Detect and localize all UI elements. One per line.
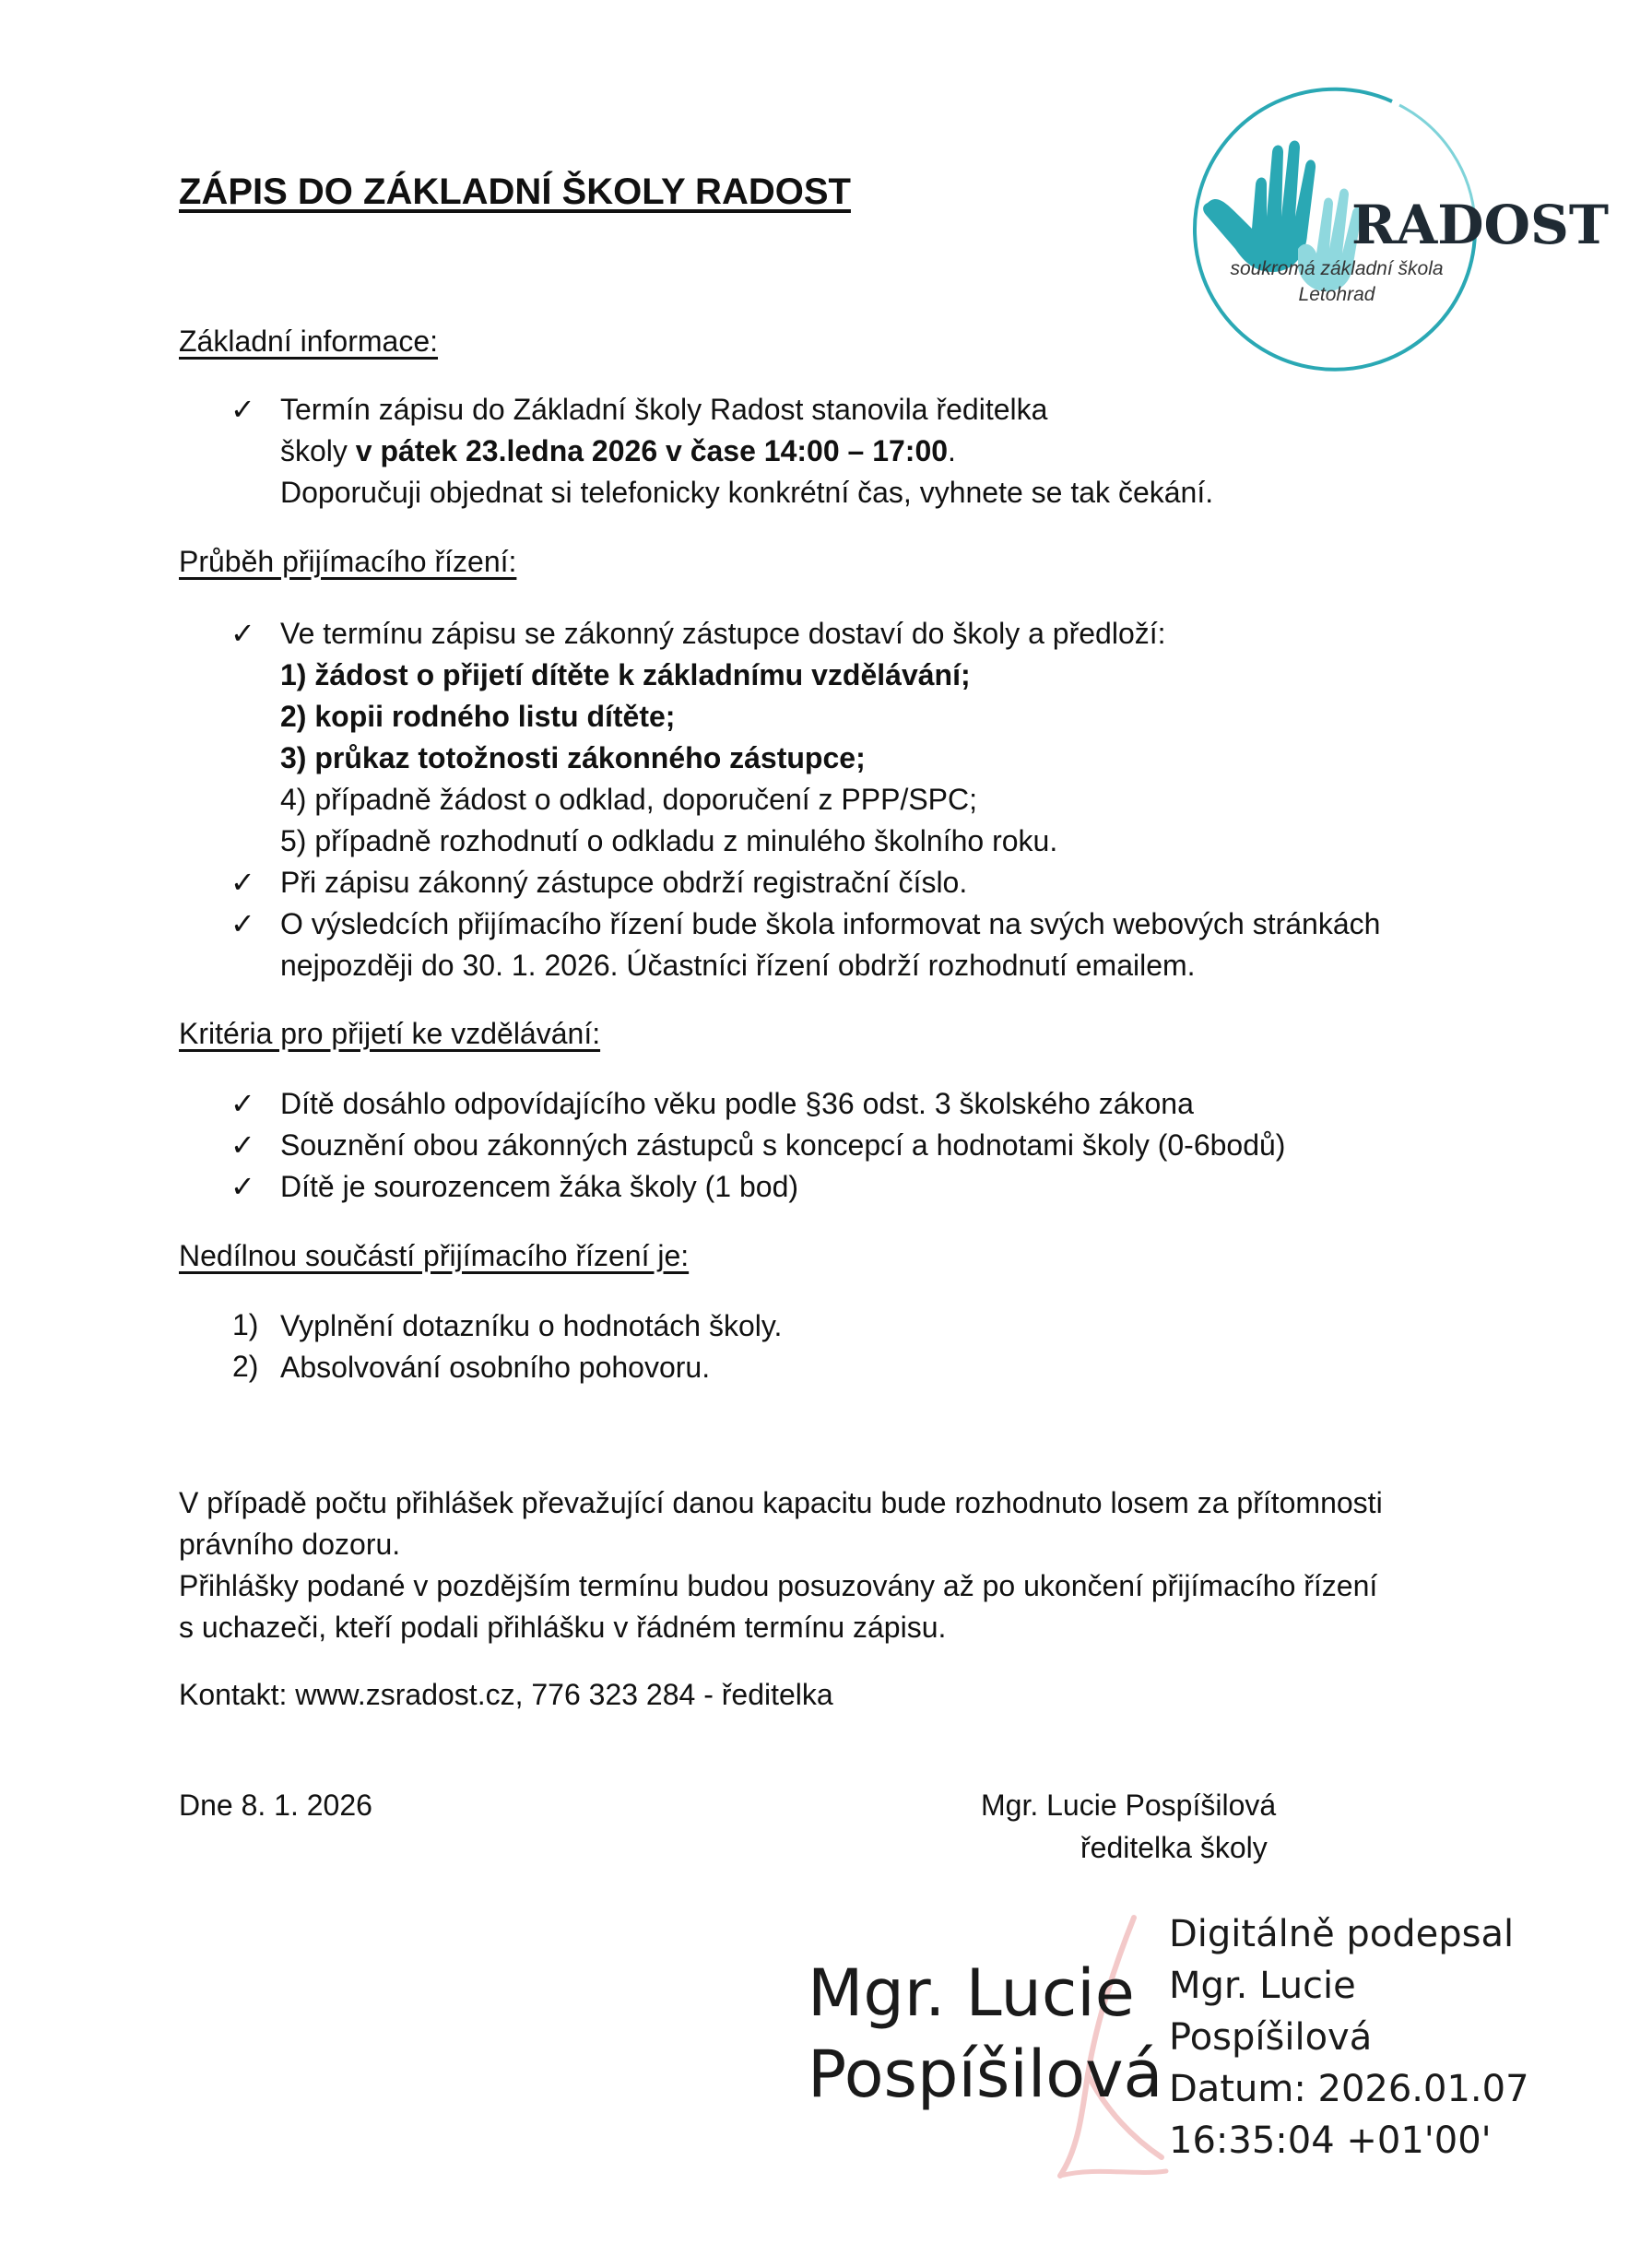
check-icon: ✓ <box>230 617 255 650</box>
signer-role: ředitelka školy <box>1080 1831 1268 1864</box>
late-applications-line2: s uchazeči, kteří podali přihlášku v řádném termínu zápisu. <box>179 1611 947 1644</box>
digital-signature-info-line4: Datum: 2026.01.07 <box>1169 2068 1529 2110</box>
results-line1: O výsledcích přijímacího řízení bude škola informovat na svých webových stránkách <box>280 907 1381 940</box>
digital-signature-info-line5: 16:35:04 +01'00' <box>1169 2119 1492 2162</box>
required-doc-2: 2) kopii rodného listu dítěte; <box>280 700 676 733</box>
basic-info-line2-post: . <box>948 434 956 467</box>
procedure-heading: Průběh přijímacího řízení: <box>179 545 517 578</box>
signer-name: Mgr. Lucie Pospíšilová <box>981 1789 1277 1822</box>
basic-info-line2-pre: školy <box>280 434 356 467</box>
late-applications-line1: Přihlášky podané v pozdějším termínu budou posuzovány až po ukončení přijímacího řízení <box>179 1569 1378 1602</box>
basic-info-line2 <box>280 431 1213 472</box>
required-doc-1: 1) žádost o přijetí dítěte k základnímu vzdělávání; <box>280 658 971 691</box>
results-line2: nejpozději do 30. 1. 2026. Účastníci řízení obdrží rozhodnutí emailem. <box>280 949 1196 982</box>
logo-graphic <box>1171 65 1610 396</box>
procedure-docs <box>280 613 1166 862</box>
basic-info-text <box>280 389 1213 514</box>
results-text <box>280 903 1380 986</box>
integral-item: Absolvování osobního pohovoru. <box>280 1351 711 1384</box>
registration-text: Při zápisu zákonný zástupce obdrží registrační číslo. <box>280 866 968 899</box>
digital-signature-info-line1: Digitálně podepsal <box>1169 1913 1515 1955</box>
criteria-heading: Kritéria pro přijetí ke vzdělávání: <box>179 1017 601 1050</box>
criteria-item: Dítě dosáhlo odpovídajícího věku podle §36 odst. 3 školského zákona <box>280 1087 1194 1120</box>
logo-name: RADOST <box>1351 194 1610 256</box>
criteria-item: Dítě je sourozencem žáka školy (1 bod) <box>280 1170 799 1203</box>
school-logo <box>1171 65 1610 396</box>
integral-item: Vyplnění dotazníku o hodnotách školy. <box>280 1309 783 1342</box>
capacity-note <box>179 1482 1383 1648</box>
basic-info-line3: Doporučuji objednat si telefonicky konkrétní čas, vyhnete se tak čekání. <box>280 476 1214 509</box>
contact-line: Kontakt: www.zsradost.cz, 776 323 284 - ředitelka <box>179 1678 833 1711</box>
check-icon: ✓ <box>230 907 255 940</box>
check-icon: ✓ <box>230 1170 255 1203</box>
list-number: 2) <box>232 1350 259 1383</box>
optional-doc-5: 5) případně rozhodnutí o odkladu z minulého školního roku. <box>280 824 1058 857</box>
optional-doc-4: 4) případně žádost o odklad, doporučení z PPP/SPC; <box>280 783 978 816</box>
digital-signature-info <box>1169 1908 1529 2167</box>
check-icon: ✓ <box>230 1128 255 1162</box>
digital-signature-name-line2: Pospíšilová <box>808 2037 1163 2112</box>
document-date: Dne 8. 1. 2026 <box>179 1789 372 1822</box>
basic-info-line1: Termín zápisu do Základní školy Radost stanovila ředitelka <box>280 393 1048 426</box>
check-icon: ✓ <box>230 866 255 899</box>
digital-signature-name-line1: Mgr. Lucie <box>808 1955 1135 2031</box>
document-title: ZÁPIS DO ZÁKLADNÍ ŠKOLY RADOST <box>179 171 851 212</box>
list-number: 1) <box>232 1308 259 1341</box>
basic-info-heading: Základní informace: <box>179 325 439 358</box>
digital-signature-name <box>808 1953 1162 2115</box>
procedure-intro: Ve termínu zápisu se zákonný zástupce dostaví do školy a předloží: <box>280 617 1166 650</box>
required-doc-3: 3) průkaz totožnosti zákonného zástupce; <box>280 741 866 774</box>
check-icon: ✓ <box>230 1087 255 1120</box>
capacity-note-line1: V případě počtu přihlášek převažující danou kapacitu bude rozhodnuto losem za přítomnosti <box>179 1486 1383 1519</box>
integral-heading: Nedílnou součástí přijímacího řízení je: <box>179 1239 690 1272</box>
logo-subtitle: soukromá základní škola <box>1230 258 1444 279</box>
enrollment-date: v pátek 23.ledna 2026 v čase 14:00 – 17:00 <box>355 434 949 467</box>
logo-city: Letohrad <box>1298 284 1375 305</box>
criteria-item: Souznění obou zákonných zástupců s koncepcí a hodnotami školy (0-6bodů) <box>280 1128 1286 1162</box>
digital-signature-info-line2: Mgr. Lucie <box>1169 1965 1356 2007</box>
check-icon: ✓ <box>230 393 255 426</box>
digital-signature-info-line3: Pospíšilová <box>1169 2016 1373 2059</box>
capacity-note-line2: právního dozoru. <box>179 1528 401 1561</box>
